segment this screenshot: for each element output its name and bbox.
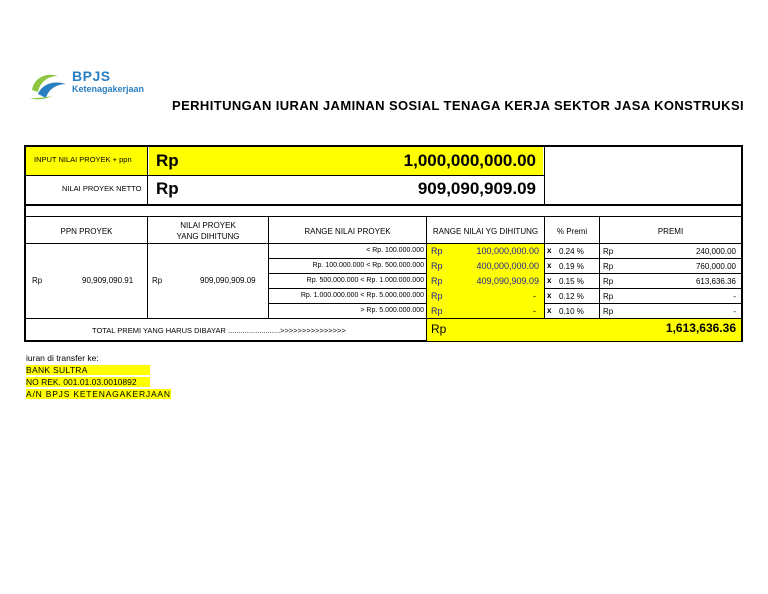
multiply-icon: x — [547, 276, 552, 285]
range-row: Rp. 1.000.000.000 < Rp. 5.000.000.000 — [300, 292, 424, 299]
transfer-intro: iuran di transfer ke: — [26, 353, 99, 363]
premi-value: - — [733, 292, 736, 301]
header-nilai-2: YANG DIHITUNG — [176, 232, 240, 241]
input-value[interactable]: 1,000,000,000.00 — [403, 151, 536, 170]
header-ppn: PPN PROYEK — [60, 227, 113, 236]
bpjs-logo-icon — [28, 68, 70, 102]
nilai-value: 909,090,909.09 — [200, 276, 256, 285]
transfer-rek: NO REK. 001.01.03.0010892 — [26, 377, 150, 387]
page-title: PERHITUNGAN IURAN JAMINAN SOSIAL TENAGA KERJA SEKTOR JASA KONSTRUKSI — [172, 98, 745, 113]
logo-subtitle: Ketenagakerjaan — [72, 84, 145, 94]
header-nilai-1: NILAI PROYEK — [180, 221, 236, 230]
premi-currency: Rp — [603, 262, 614, 271]
range-row: > Rp. 5.000.000.000 — [360, 307, 424, 314]
premi-value: 760,000.00 — [695, 262, 736, 271]
header-premi-pct: % Premi — [556, 227, 588, 236]
nilai-currency: Rp — [152, 276, 163, 285]
hitung-value: 409,090,909.09 — [476, 276, 539, 286]
premi-value: 240,000.00 — [695, 247, 736, 256]
hitung-currency: Rp — [431, 246, 443, 256]
hitung-currency: Rp — [431, 291, 443, 301]
range-row: Rp. 100.000.000 < Rp. 500.000.000 — [312, 262, 424, 269]
transfer-an-text: A/N BPJS KETENAGAKERJAAN — [26, 389, 171, 399]
transfer-an — [26, 389, 171, 399]
hitung-currency: Rp — [431, 261, 443, 271]
premi-currency: Rp — [603, 277, 614, 286]
netto-value: 909,090,909.09 — [417, 179, 536, 198]
multiply-icon: x — [547, 261, 552, 270]
range-row: Rp. 500.000.000 < Rp. 1.000.000.000 — [306, 277, 424, 284]
multiply-icon: x — [547, 291, 552, 300]
netto-currency: Rp — [156, 179, 179, 198]
ppn-value: 90,909,090.91 — [82, 276, 134, 285]
premi-pct: 0.24 % — [559, 247, 584, 256]
range-row: < Rp. 100.000.000 — [366, 247, 424, 254]
premi-currency: Rp — [603, 307, 614, 316]
netto-label: NILAI PROYEK NETTO — [62, 184, 142, 193]
hitung-value: - — [533, 291, 536, 301]
ppn-currency: Rp — [32, 276, 43, 285]
premi-pct: 0.12 % — [559, 292, 584, 301]
multiply-icon: x — [547, 246, 552, 255]
total-label: TOTAL PREMI YANG HARUS DIBAYAR .........................>>>>>>>>>>>>>>> — [92, 326, 346, 335]
header-range: RANGE NILAI PROYEK — [304, 227, 391, 236]
header-premi: PREMI — [657, 227, 684, 236]
header-range-hitung: RANGE NILAI YG DIHITUNG — [432, 227, 539, 236]
hitung-currency: Rp — [431, 276, 443, 286]
input-label: INPUT NILAI PROYEK + ppn — [34, 155, 132, 164]
logo-title: BPJS — [72, 68, 111, 84]
multiply-icon: x — [547, 306, 552, 315]
premi-value: 613,636.36 — [695, 277, 736, 286]
hitung-value: - — [533, 306, 536, 316]
total-currency: Rp — [431, 322, 447, 336]
hitung-value: 100,000,000.00 — [476, 246, 539, 256]
transfer-bank: BANK SULTRA — [26, 365, 150, 375]
total-value: 1,613,636.36 — [665, 321, 736, 335]
hitung-value: 400,000,000.00 — [476, 261, 539, 271]
hitung-currency: Rp — [431, 306, 443, 316]
premi-currency: Rp — [603, 292, 614, 301]
premi-pct: 0.15 % — [559, 277, 584, 286]
premi-pct: 0.10 % — [559, 307, 584, 316]
input-currency: Rp — [156, 151, 179, 170]
premi-value: - — [733, 307, 736, 316]
premi-currency: Rp — [603, 247, 614, 256]
premi-pct: 0.19 % — [559, 262, 584, 271]
